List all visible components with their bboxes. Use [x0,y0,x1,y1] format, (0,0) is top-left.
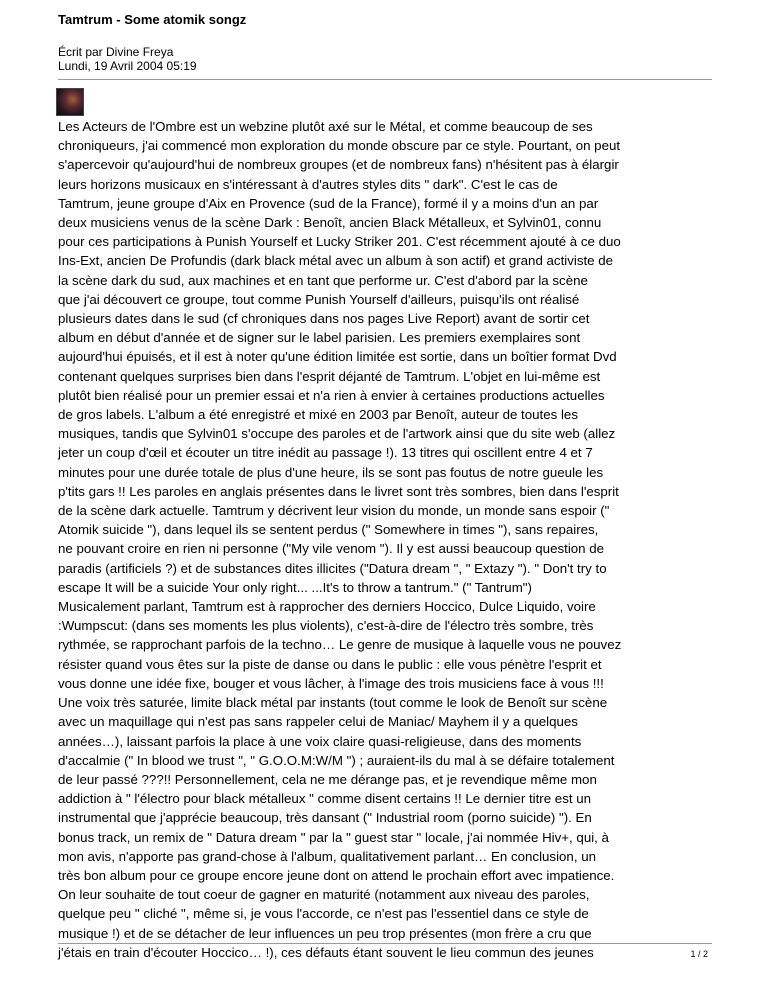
page-title: Tamtrum - Some atomik songz [58,12,247,27]
article-body: Les Acteurs de l'Ombre est un webzine plutôt axé sur le Métal, et comme beaucoup de ses chroniqueurs, j'ai commencé mon exploration du monde obscure par ce style. Pourtant, on peut s'apercevoir qu'aujourd'hui de nombreux groupes (et de nombreux fans) n'hésitent pas à élargir leurs horizons musicaux en s'intéressant à d'autres styles dits " dark". C'est le cas de Tamtrum, jeune groupe d'Aix en Provence (sud de la France), formé il y a moins d'un an par deux musiciens venus de la scène Dark : Benoît, ancien Black Métalleux, et Sylvin01, connu pour ces participations à Punish Yourself et Lucky Striker 201. C'est récemment ajouté à ce duo Ins-Ext, ancien De Profundis (dark black métal avec un album à son actif) et grand activiste de la scène dark du sud, aux machines et en tant que performe ur. C'est d'abord par la scène que j'ai découvert ce groupe, tout comme Punish Yourself d'ailleurs, puisqu'ils ont réalisé plusieurs dates dans le sud (cf chroniques dans nos pages Live Report) avant de sortir cet album en début d'année et de signer sur le label parisien. Les premiers exemplaires sont aujourd'hui épuisés, et il est à noter qu'une édition limitée est sortie, dans un boîtier format Dvd contenant quelques surprises bien dans l'esprit déjanté de Tamtrum. L'objet en lui-même est plutôt bien réalisé pour un premier essai et n'a rien à envier à certaines productions actuelles de gros labels. L'album a été enregistré et mixé en 2003 par Benoît, auteur de toutes les musiques, tandis que Sylvin01 s'occupe des paroles et de l'artwork ainsi que du site web (allez jeter un coup d'œil et écouter un titre inédit au passage !). 13 titres qui oscillent entre 4 et 7 minutes pour une durée totale de plus d'une heure, ils se sont pas foutus de notre gueule les p'tits gars !! Les paroles en anglais présentes dans le livret sont très sombres, bien dans l'esprit de la scène dark actuelle. Tamtrum y décrivent leur vision du monde, un monde sans espoir (" Atomik suicide "), dans lequel ils se sentent perdus (" Somewhere in times "), sans repaires, ne pouvant croire en rien ni personne ("My vile venom "). Il y est aussi beaucoup question de paradis (artificiels ?) et de substances dites illicites ("Datura dream ", " Extazy "). " Don't try to escape It will be a suicide Your only right... ...It's to throw a tantrum." (" Tantrum") Musicalement parlant, Tamtrum est à rapprocher des derniers Hoccico, Dulce Liquido, voire :Wumpscut: (dans ses moments les plus violents), c'est-à-dire de l'électro très sombre, très rythmée, se rapprochant parfois de la techno… Le genre de musique à laquelle vous ne pouvez résister quand vous êtes sur la piste de danse ou dans le public : elle vous pénètre l'esprit et vous donne une idée fixe, bouger et vous lâcher, à l'image des trois musiciens face à vous !!! Une voix très saturée, limite black métal par instants (tout comme le look de Benoît sur scène avec un maquillage qui n'est pas sans rappeler celui de Maniac/ Mayhem il y a quelques années…), laissant parfois la place à une voix claire quasi-religieuse, dans des moments d'accalmie (" In blood we trust ", " G.O.O.M:W/M ") ; auraient-ils du mal à se défaire totalement de leur passé ???!! Personnellement, cela ne me dérange pas, et je revendique même mon addiction à " l'électro pour black métalleux " comme disent certains !! Le dernier titre est un instrumental que j'apprécie beaucoup, très dansant (" Industrial room (porno suicide) "). En bonus track, un remix de " Datura dream " par la " guest star " locale, j'ai nommée Hiv+, qui, à mon avis, n'apporte pas grand-chose à l'album, qualitativement parlant… En conclusion, un très bon album pour ce groupe encore jeune dont on attend le prochain effort avec impatience. On leur souhaite de tout coeur de gagner en maturité (notamment aux niveau des paroles, quelque peu " cliché ", même si, je vous l'accorde, ce n'est pas l'essentiel dans ce style de musique !) et de se détacher de leur influences un peu trop présentes (mon frère a cru que j'étais en train d'écouter Hoccico… !), ces défauts étant souvent le lieu commun des jeunes [58,119,622,960]
footer-divider [58,943,712,944]
article-meta [58,45,197,73]
album-cover-thumbnail [56,88,84,116]
date-line: Lundi, 19 Avril 2004 05:19 [58,59,197,73]
header-divider [58,79,712,80]
author-line: Écrit par Divine Freya [58,45,174,59]
page-number: 1 / 2 [690,949,708,959]
